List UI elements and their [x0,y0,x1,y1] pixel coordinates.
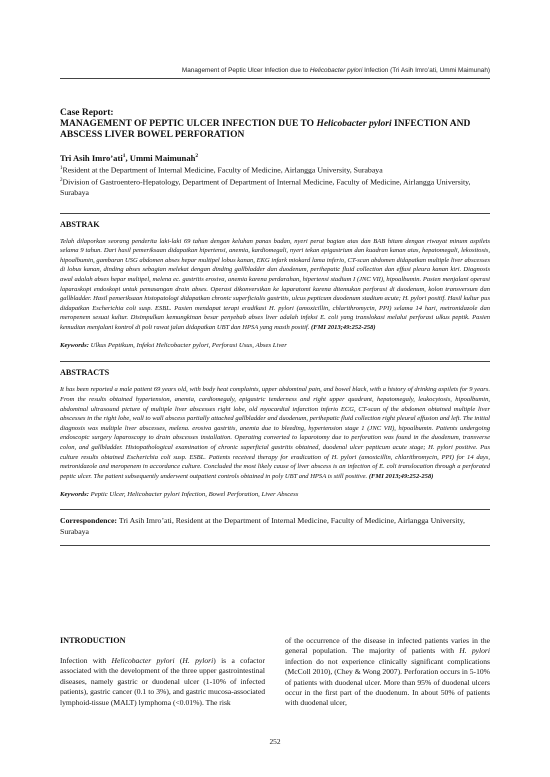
divider [60,213,490,214]
keywords-label: Keywords: [60,342,89,350]
correspondence-label: Correspondence: [60,516,118,526]
author-2: Ummi Maimunah [129,152,196,163]
authors [60,151,490,164]
correspondence [60,516,490,537]
affiliation-2 [60,176,490,199]
right-text-a: of the occurrence of the disease in infected patients varies in the general population. The majority of patients with [285,636,490,656]
affiliation-1 [60,164,490,176]
intro-text-c: ) is a cofactor associated with the development of the three upper gastrointestinal diseases, namely gastric or duodenal ulcer (1-10% of infected patients), gastric cancer (0.1 to 3%), and gastric mucosa-associated lymphoid-tissue (MALT) lymphoma (<0.01%). The risk [60,656,265,707]
intro-text-a: Infection with [60,656,112,665]
affiliation-2-text: Division of Gastroentero-Hepatology, Department of Department of Internal Medicine, Faculty of Medicine, Airlangga University, Surabaya [60,177,471,198]
introduction-heading: INTRODUCTION [60,636,126,645]
abstrak-text: Telah dilaporkan seorang penderita laki-laki 69 tahun dengan keluhan panas badan, nyeri perut bagian atas dan BAB hitam dengan riwayat minum aspilets selama 9 tahun. Dari hasil pemeriksaan didapatkan hipertensi, anemia, kardiomegali, nyeri tekan epigastrium dan kuadran kanan atas, hepatomegali, lekositosis, hipoalbumin, gambaran USG abdomen abses hepar multipel lobus kanan, EKG infark miokard lama inferio, CT-scan abdomen didapatkan multiple liver abscesses di lobus kanan, dinding abses sebagian melekat dengan dinding gallbladder dan duodenum, perihepatic fluid collection dan effusi pleura kanan kiri. Diagnosis awal adalah abses hepar multipel, melena ec. gastritis erosiva, anemia karena perdarahan, hipertensi stadium I (JNC VII), hipoalbumin. Pasien menjalani operasi laparaskopi endoskopi untuk pemasangan drain abses. Operasi dikonversikan ke laparatomi karena ditemukan perforasi di duodenum, kolon transversum dan gallbladder. Hasil pemeriksaan histopatologi didapatkan chronic superficialis gastritis, ulcus pepticum duodenum stadium acute; H. pylori positif. Hasil kultur pus didapatkan Escherichia coli susp. ESBL. Pasien mendapat terapi eradikasi H. pylori (amoxicillin, chlarithromycin, PPI) selama 14 hari, metronidazole dan meropenem sesuai kultur. Disimpulkan kemungkinan besar penyebab abses liver adalah infeksi E. coli yang translokasi melalui perforasi ulkus peptik. Pasien kemudian menjalani kontrol di poli rawat jalan didapatkan UBT dan HPSA yang masih positif. [60,237,490,331]
header-rule [60,78,490,79]
abstracts-heading: ABSTRACTS [60,368,110,378]
divider [60,509,490,510]
right-column [285,636,490,709]
abstrak-heading: ABSTRAK [60,219,100,229]
abstracts-body [60,385,490,481]
article-title [60,119,490,141]
keywords-text: Peptic Ulcer, Helicobacter pylori Infection, Bowel Perforation, Liver Abscess [88,491,299,499]
affiliation-1-sup: 1 [60,165,63,171]
introduction-paragraph [60,656,265,708]
abstracts-citation: (FMI 2013;49:252-258) [368,472,434,480]
right-italic: H. pylori [459,646,490,656]
running-header [60,67,490,74]
correspondence-text: Tri Asih Imro’ati, Resident at the Department of Internal Medicine, Faculty of Medicine, Airlangga University, Surabaya [60,516,465,536]
right-column-paragraph [285,636,490,709]
keywords-indonesian [60,341,490,350]
divider [60,361,490,362]
title-part2: INFECTION AND ABSCESS LIVER BOWEL PERFORATION [60,119,471,140]
abstracts-text: It has been reported a male patient 69 years old, with body heat complaints, upper abdominal pain, and bowel black, with a history of drinking aspilets for 9 years. From the results obtained hypertension, anemia, cardiomegaly, epigastric tenderness and right upper quadrant, hepatomegaly, leukocytosis, hipoalbumin, abdominal ultrasound picture of multiple liver abscesses right lobe, old myocardial infarction inferio ECG, CT-scan of the abdomen obtained multiple liver abscesses in the right lobe, wall to wall abscess partially attached gallbladder and duodenum, perihepatic fluid collection right pleural effusion and left. The initial diagnosis was multiple liver abscesses, melena. erosiva gastritis, anemia due to bleeding, hypertension stage 1 (JNC VII), hipoalbumin. Patients undergoing endoscopic surgery laparoscopy to drain abscesses installation. Operating converted to laparotomy due to perforation was found in the duodenum, transverse colon, and gallbladder. Histopathological examination of chronic superficial gastritis obtained, duodenal ulcer pepticum acute stage; H. pylori positive. Pus culture results obtained Escherichia coli susp. ESBL. Patients received therapy for eradication of H. pylori (amoxicillin, chlarithromycin, PPI) for 14 days, metronidazole and meropenem in accordance culture. Concluded the most likely cause of liver abscess is an infection of E. coli translocation through a perforated peptic ulcer. The patient subsequently underwent outpatient controls obtained in poly UBT and HPSA is still positive. [60,386,490,480]
affiliation-2-sup: 2 [60,177,63,183]
title-italic: Helicobacter pylori [316,119,392,129]
keywords-label: Keywords: [60,491,89,499]
keywords-english [60,490,490,499]
abstrak-body [60,237,490,333]
left-column [60,636,265,709]
body-columns [60,636,490,709]
article-front-matter [60,108,490,546]
running-header-italic: Helicobacter pylori [309,67,363,74]
author-1-sup: 1 [122,153,126,159]
running-header-text: Management of Peptic Ulcer Infection due to [181,67,310,74]
abstrak-citation: (FMI 2013;49:252-258) [311,323,376,331]
case-label: Case Report: [60,108,114,118]
intro-text-b: ( [174,656,183,665]
divider [60,545,490,546]
page-number: 252 [269,737,281,746]
intro-italic-1: Helicobacter pylori [111,656,175,665]
author-1: Tri Asih Imro’ati [60,152,123,163]
affiliation-1-text: Resident at the Department of Internal Medicine, Faculty of Medicine, Airlangga University, Surabaya [62,165,383,175]
author-separator: , [125,152,130,163]
keywords-text: Ulkus Peptikum, Infeksi Helicobacter pylori, Perforasi Usus, Abses Liver [88,342,287,350]
right-text-b: infection do not experience clinically significant complications (McColl 2010), (Chey & Wong 2007). Perforation occurs in 5-10% of patients with duodenal ulcer. More than 95% of duodenal ulcers occur in the first part of the duodenum. In about 50% of patients with duodenal ulcer, [285,656,490,708]
intro-italic-2: H. pylori [182,656,214,665]
running-header-authors: Infection (Tri Asih Imro’ati, Ummi Maimunah) [362,67,490,74]
title-part1: MANAGEMENT OF PEPTIC ULCER INFECTION DUE TO [60,119,317,129]
author-2-sup: 2 [195,153,199,159]
